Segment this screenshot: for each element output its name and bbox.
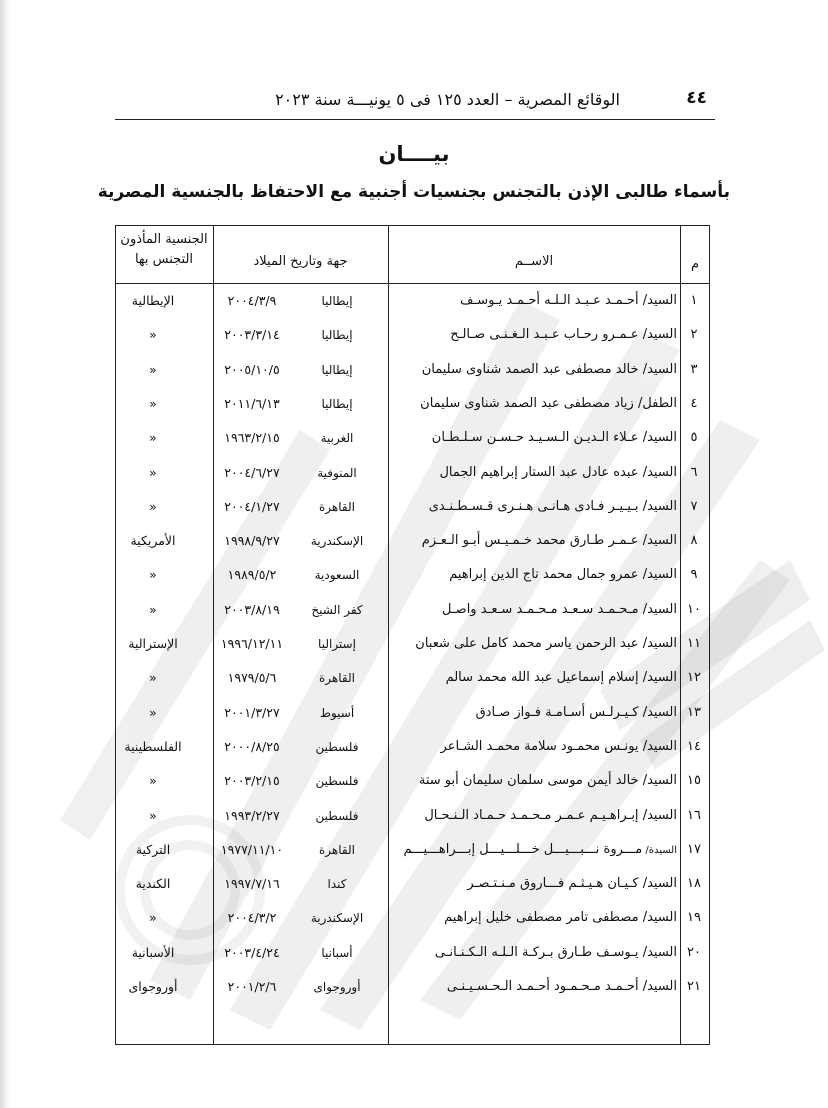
row-number: ١٨ [687, 876, 701, 892]
applicant-name [389, 867, 677, 901]
honorific: السيد/ [638, 979, 677, 994]
applicant-full-name: عبده عادل عبد الستار إبراهيم الجمال [439, 464, 639, 480]
authorized-nationality: « [149, 327, 157, 343]
applicant-full-name: زياد مصطفى عبد الصمد شناوى سليمان [420, 395, 634, 411]
birth-date: ١٩٦٣/٢/١٥ [224, 430, 280, 446]
table-row [115, 524, 710, 558]
authorized-nationality: « [149, 704, 157, 720]
table-row [115, 799, 710, 833]
birth-date: ٢٠٠٠/٨/٢٥ [224, 738, 280, 754]
applicant-full-name: إبـراهـيـم عـمـر مـحـمـد حـمـاد الـنـحـال [424, 807, 639, 823]
birth-place: إيطاليا [321, 294, 353, 308]
authorized-nationality: « [149, 395, 157, 411]
applicant-name [389, 387, 677, 421]
applicant-full-name: خالد مصطفى عبد الصمد شناوى سليمان [421, 361, 639, 377]
birth-place: الإسكندرية [310, 911, 364, 926]
row-number: ١١ [687, 636, 701, 651]
honorific: السيد/ [638, 327, 677, 343]
birth-place: السعودية [314, 568, 360, 583]
applicant-name [389, 970, 677, 1004]
birth-place: كندا [327, 877, 347, 892]
birth-place: القاهرة [319, 842, 355, 857]
table-row [115, 593, 710, 627]
birth-date: ٢٠٠٥/١٠/٥ [224, 361, 280, 377]
authorized-nationality: الفلسطينية [124, 738, 182, 754]
authorized-nationality: التركية [135, 841, 171, 857]
birth-place: فلسطين [315, 774, 359, 789]
applicant-name [389, 490, 677, 524]
birth-date: ٢٠٠١/٢/٦ [227, 979, 277, 994]
birth-place: إيطاليا [321, 396, 353, 411]
authorized-nationality: أوروجواى [128, 979, 178, 994]
birth-date: ٢٠٠٣/٤/٢٤ [224, 944, 280, 960]
row-number: ٥ [690, 430, 698, 446]
birth-date: ١٩٧٩/٥/٦ [227, 670, 277, 686]
applicant-name [389, 661, 677, 695]
authorized-nationality: « [149, 430, 157, 446]
row-number: ٢٠ [687, 944, 701, 960]
applicant-name [389, 730, 677, 764]
row-number: ٢١ [687, 979, 701, 994]
table-row [115, 490, 710, 524]
applicant-full-name: إسلام إسماعيل عبد الله محمد سالم [445, 670, 639, 686]
row-number: ٤ [690, 395, 698, 411]
authorized-nationality: « [149, 361, 157, 377]
header-divider [115, 119, 715, 120]
birth-place: الإسكندرية [310, 534, 364, 549]
authorized-nationality: « [149, 567, 157, 583]
applicant-name [389, 524, 677, 558]
birth-date: ٢٠٠٤/٣/٩ [227, 293, 277, 308]
table-row [115, 387, 710, 421]
honorific: السيد/ [638, 464, 677, 480]
birth-date: ١٩٩٦/١٢/١١ [220, 636, 284, 651]
row-number: ١٩ [687, 910, 701, 926]
birth-place: أسبانيا [321, 945, 353, 960]
birth-date: ٢٠٠٤/١/٢٧ [224, 498, 280, 514]
honorific: السيد/ [638, 876, 677, 892]
honorific: السيد/ [638, 910, 677, 926]
table-row [115, 456, 710, 490]
row-number: ١٤ [687, 738, 701, 754]
authorized-nationality: الإسترالية [128, 636, 178, 651]
birth-place: أوروجواى [313, 980, 361, 994]
honorific: السيد/ [638, 430, 677, 446]
honorific: السيد/ [638, 533, 677, 549]
row-number: ١٦ [687, 807, 701, 823]
birth-place: إيطاليا [321, 328, 353, 343]
applicant-name [389, 764, 677, 798]
authorized-nationality: الإيطالية [131, 293, 175, 308]
row-number: ٦ [690, 464, 698, 480]
honorific: السيد/ [638, 773, 677, 789]
row-number: ١ [690, 293, 698, 308]
table-row [115, 901, 710, 935]
birth-date: ١٩٨٩/٥/٢ [227, 567, 277, 583]
applicant-full-name: أحـمـد عـبـد الـلـه أحـمـد يـوسـف [459, 293, 639, 308]
row-number: ١٠ [687, 601, 701, 617]
applicant-full-name: يـوسـف طـارق بـركـة الـلـه الـكـنـانـى [434, 944, 639, 960]
column-header-birth: جهة وتاريخ الميلاد [253, 254, 348, 269]
honorific: السيدة/ [642, 844, 677, 856]
row-number: ١٧ [687, 841, 701, 857]
honorific: السيد/ [638, 361, 677, 377]
applicant-name [389, 558, 677, 592]
applicant-full-name: عمرو جمال محمد تاج الدين إبراهيم [449, 567, 639, 583]
honorific: الطفل/ [633, 395, 677, 411]
birth-date: ٢٠٠٣/٨/١٩ [224, 601, 280, 617]
applicant-full-name: يونـس محمـود سلامة محمـد الشـاعر [440, 738, 639, 754]
table-row [115, 627, 710, 661]
column-header-nationality-line1: الجنسية المأذون [120, 232, 208, 247]
birth-place: إستراليا [318, 637, 356, 651]
table-row [115, 284, 710, 318]
birth-date: ٢٠١١/٦/١٣ [224, 395, 280, 411]
authorized-nationality: الأسبانية [131, 944, 175, 960]
applicant-full-name: مصطفى تامر مصطفى خليل إبراهيم [444, 910, 639, 926]
birth-place: فلسطين [315, 808, 359, 823]
applicant-name [389, 627, 677, 661]
authorized-nationality: « [149, 601, 157, 617]
document-title: بيــــان [378, 142, 450, 166]
row-number: ٣ [690, 361, 698, 377]
column-header-nationality-line2: التجنس بها [134, 252, 194, 267]
honorific: السيد/ [638, 636, 677, 651]
applicant-name [389, 833, 677, 867]
table-row [115, 730, 710, 764]
honorific: السيد/ [638, 567, 677, 583]
applicant-full-name: عـمـر طـارق محمد خـمـيـس أبـو الـعـزم [421, 533, 639, 549]
table-row [115, 970, 710, 1004]
table-row [115, 661, 710, 695]
birth-date: ١٩٧٧/١١/١٠ [220, 841, 284, 857]
honorific: السيد/ [638, 807, 677, 823]
applicant-full-name: بـيـيـر فـادى هـانـى هـنـرى قـسـطـنـدى [428, 498, 639, 514]
applicant-name [389, 936, 677, 970]
column-header-nationality [115, 230, 213, 270]
gazette-issue-title: الوقائع المصرية – العدد ١٢٥ فى ٥ يونيـــة سنة ٢٠٢٣ [275, 90, 620, 109]
birth-date: ١٩٩٣/٢/٢٧ [224, 807, 280, 823]
honorific: السيد/ [638, 498, 677, 514]
table-row [115, 558, 710, 592]
page-number: ٤٤ [686, 88, 707, 108]
birth-place: الغربية [320, 431, 354, 446]
birth-place: القاهرة [319, 499, 355, 514]
birth-date: ٢٠٠٣/٢/١٥ [224, 773, 280, 789]
table-row [115, 696, 710, 730]
row-number: ١٣ [687, 704, 701, 720]
honorific: السيد/ [638, 704, 677, 720]
column-header-name: الاســم [514, 254, 554, 269]
honorific: السيد/ [638, 293, 677, 308]
birth-place: فلسطين [315, 739, 359, 754]
honorific: السيد/ [638, 944, 677, 960]
table-row [115, 421, 710, 455]
applicant-name [389, 456, 677, 490]
row-number: ٢ [690, 327, 698, 343]
table-row [115, 867, 710, 901]
applicant-name [389, 593, 677, 627]
applicant-full-name: خالد أيمن موسى سلمان سليمان أبو ستة [418, 773, 639, 789]
authorized-nationality: « [149, 910, 157, 926]
authorized-nationality: « [149, 773, 157, 789]
authorized-nationality: « [149, 498, 157, 514]
table-row [115, 764, 710, 798]
authorized-nationality: « [149, 807, 157, 823]
applicant-name [389, 901, 677, 935]
authorized-nationality: « [149, 670, 157, 686]
birth-date: ١٩٩٧/٧/١٦ [224, 876, 280, 892]
applicant-full-name: أحـمـد مـحـمـود أحـمـد الـحـسـيـنـى [446, 979, 639, 994]
birth-place: كفر الشيخ [311, 602, 363, 617]
applicant-name [389, 318, 677, 352]
authorized-nationality: « [149, 464, 157, 480]
document-subtitle: بأسماء طالبى الإذن بالتجنس بجنسيات أجنبية مع الاحتفاظ بالجنسية المصرية [97, 182, 730, 202]
row-number: ٩ [690, 567, 698, 583]
honorific: السيد/ [638, 738, 677, 754]
column-header-number: م [690, 257, 700, 272]
table-row [115, 353, 710, 387]
page-header [115, 86, 715, 116]
applicant-full-name: عـمـرو رحـاب عـبـد الـغـنـى صـالـح [450, 327, 639, 343]
table-row [115, 833, 710, 867]
applicant-full-name: مـحـمـد سـعـد مـحـمـد سـعـد واصـل [442, 601, 639, 617]
birth-date: ٢٠٠٤/٣/٢ [227, 910, 277, 926]
applicant-name [389, 799, 677, 833]
applicant-full-name: كـيـان هـيـثـم فـــاروق مـنـتـصـر [467, 876, 639, 892]
applicant-full-name: عـلاء الـديـن الـسـيـد حـسـن سـلـطـان [431, 430, 639, 446]
row-number: ٨ [690, 533, 698, 549]
table-row [115, 318, 710, 352]
birth-place: أسيوط [319, 705, 355, 720]
row-number: ٧ [690, 498, 698, 514]
applicant-name [389, 421, 677, 455]
page-edge-shadow [0, 0, 10, 1108]
honorific: السيد/ [638, 601, 677, 617]
authorized-nationality: الكندية [135, 876, 171, 892]
honorific: السيد/ [638, 670, 677, 686]
row-number: ١٢ [687, 670, 701, 686]
applicant-full-name: مـــروة نـــبـــيـــل خـــلـــيـــل إبـــراهـــيـــم [403, 841, 643, 857]
birth-place: المنوفية [317, 465, 357, 480]
authorized-nationality: الأمريكية [130, 533, 176, 549]
applicant-name [389, 353, 677, 387]
birth-place: إيطاليا [321, 362, 353, 377]
applicant-name [389, 696, 677, 730]
birth-date: ٢٠٠١/٣/٢٧ [224, 704, 280, 720]
applicant-full-name: عبد الرحمن ياسر محمد كامل على شعبان [415, 636, 639, 651]
applicant-full-name: كـيـرلـس أسـامـة فـواز صـادق [475, 704, 639, 720]
birth-date: ٢٠٠٣/٣/١٤ [224, 327, 280, 343]
row-number: ١٥ [687, 773, 701, 789]
applicant-name [389, 284, 677, 318]
birth-date: ١٩٩٨/٩/٢٧ [224, 533, 280, 549]
birth-place: القاهرة [319, 671, 355, 686]
table-row [115, 936, 710, 970]
birth-date: ٢٠٠٤/٦/٢٧ [224, 464, 280, 480]
